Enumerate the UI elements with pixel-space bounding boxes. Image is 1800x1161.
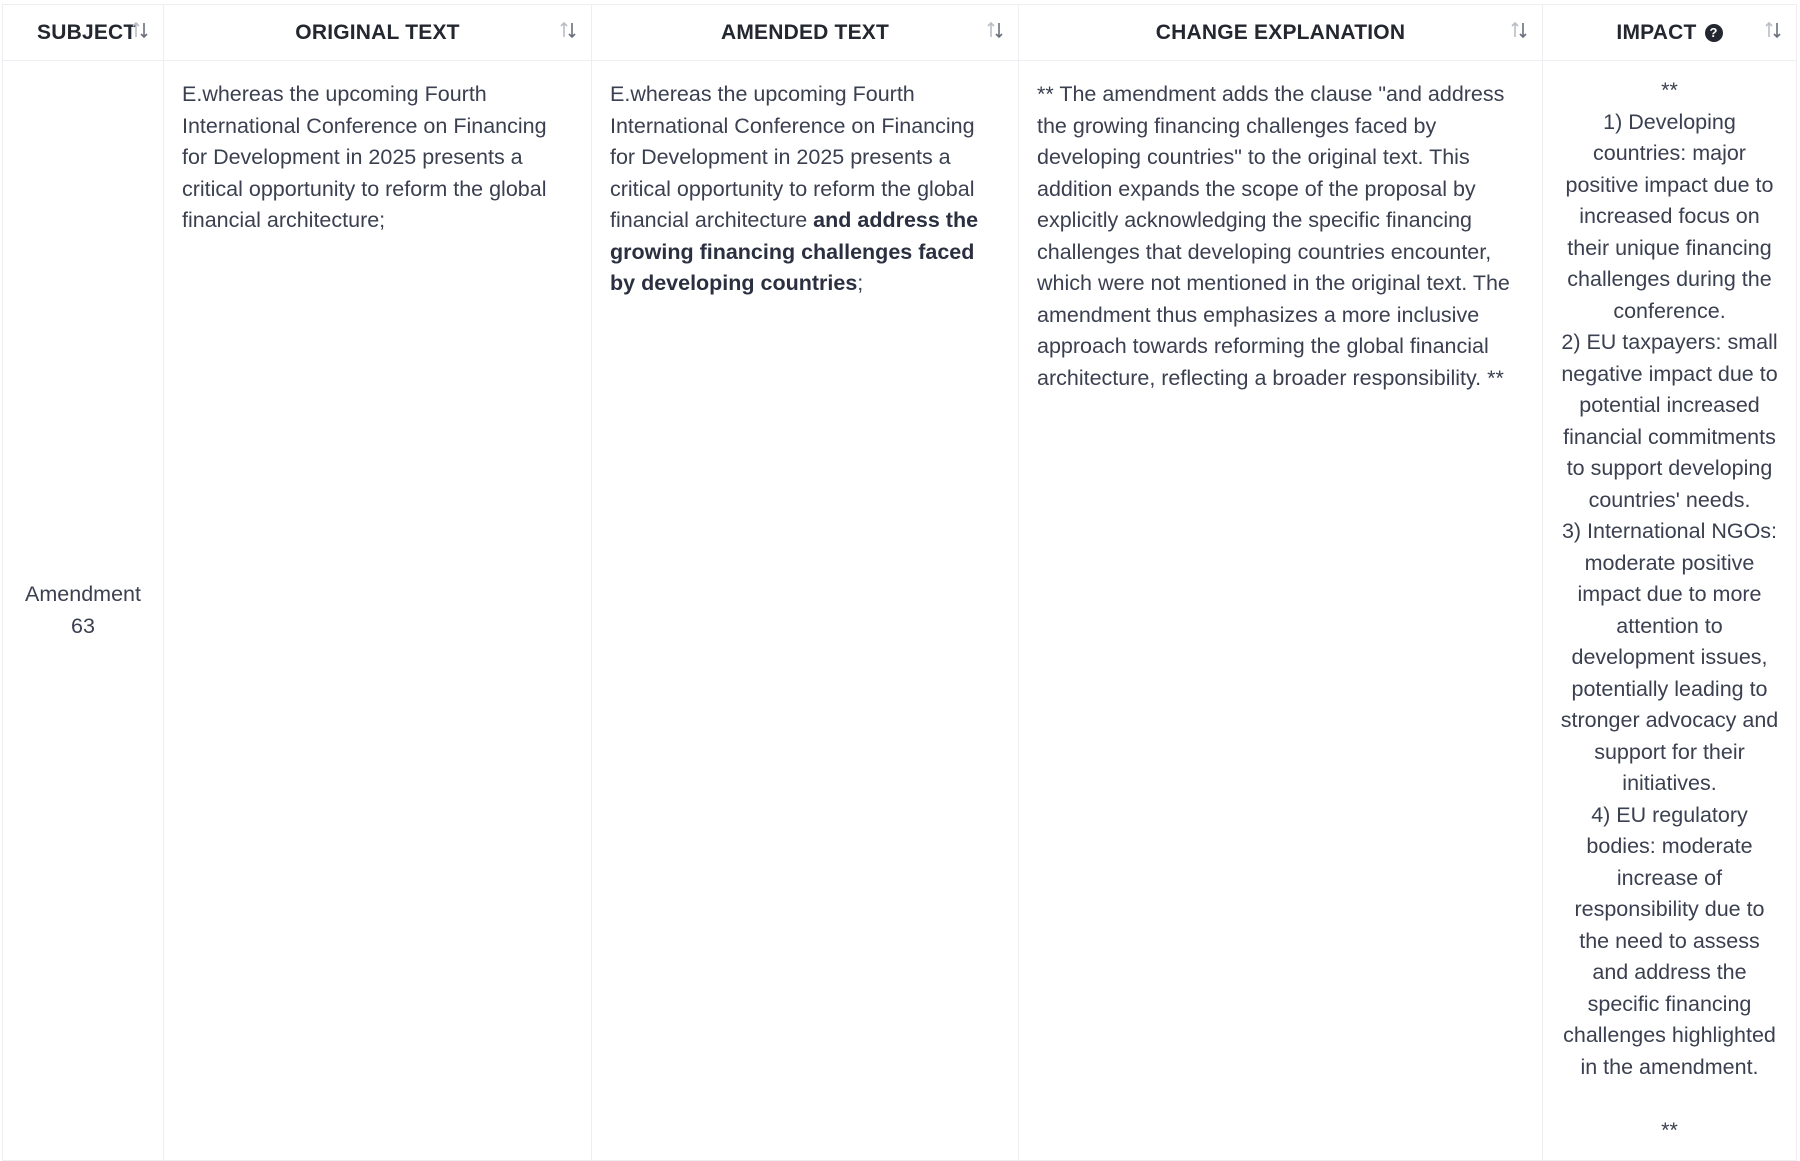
amended-text-base: E.whereas the upcoming Fourth International Conference on Financing for Development in 2025 presents a critical opportunity to reform the global financial architecture [610,82,975,232]
change-explanation-text: ** The amendment adds the clause "and address the growing financing challenges faced by developing countries" to the original text. This addition expands the scope of the proposal by explicitly acknowledging the specific financing challenges that developing countries encounter, which were not mentioned in the original text. The amendment thus emphasizes a more inclusive approach towards reforming the global financial architecture, reflecting a broader responsibility. ** [1037,82,1510,390]
table-row [3,61,1797,1161]
sort-arrows-icon[interactable] [557,19,579,41]
cell-original-text [164,61,592,1161]
impact-item: 3) International NGOs: moderate positive impact due to more attention to development issues, potentially leading to stronger advocacy and support for their initiatives. [1560,519,1779,795]
original-text: E.whereas the upcoming Fourth International Conference on Financing for Development in 2025 presents a critical opportunity to reform the global financial architecture; [182,82,547,232]
column-header-label: CHANGE EXPLANATION [1155,20,1406,44]
column-header-subject[interactable] [3,5,164,61]
cell-amended-text [592,61,1019,1161]
sort-arrows-icon[interactable] [129,19,151,41]
impact-close-marker: ** [1661,1117,1678,1142]
impact-item: 2) EU taxpayers: small negative impact due to potential increased financial commitments to support developing countries' needs. [1561,330,1778,512]
sort-arrows-icon[interactable] [1762,19,1784,41]
sort-arrows-icon[interactable] [984,19,1006,41]
impact-spacer [1559,1083,1780,1115]
impact-item: 1) Developing countries: major positive impact due to increased focus on their unique financing challenges during the conference. [1565,109,1774,323]
amendments-table-container [2,4,1796,1142]
question-circle-icon[interactable]: ? [1705,24,1723,42]
impact-item: 4) EU regulatory bodies: moderate increase of responsibility due to the need to assess and address the specific financing challenges highlighted in the amendment. [1563,802,1776,1079]
column-header-impact[interactable] [1543,5,1797,61]
column-header-change-explanation[interactable] [1019,5,1543,61]
column-header-label: IMPACT [1616,20,1697,44]
amended-text-added: and address the growing financing challenges faced by developing countries [610,208,979,295]
cell-change-explanation [1019,61,1543,1161]
column-header-amended-text[interactable] [592,5,1019,61]
column-header-label: SUBJECT [37,20,137,44]
cell-impact [1543,61,1797,1161]
cell-subject [3,61,164,1161]
table-header-row [3,5,1797,61]
amended-text-end: ; [857,271,864,295]
column-header-label: AMENDED TEXT [720,20,890,44]
impact-open-marker: ** [1661,78,1678,102]
column-header-label: ORIGINAL TEXT [295,20,460,44]
subject-text: Amendment 63 [25,582,141,638]
sort-arrows-icon[interactable] [1508,19,1530,41]
amendments-table [2,4,1797,1161]
column-header-original-text[interactable] [164,5,592,61]
